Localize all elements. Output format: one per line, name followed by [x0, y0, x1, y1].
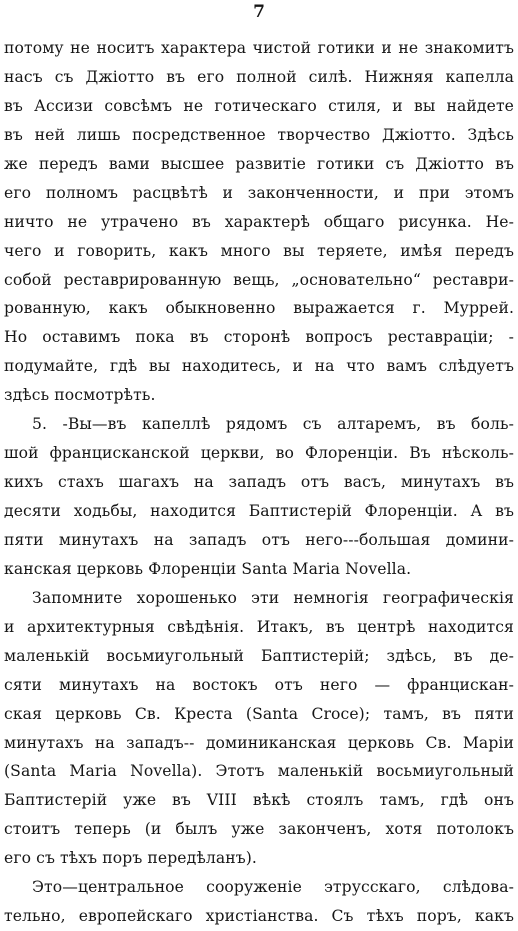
page-number: 7: [253, 2, 265, 22]
text-line: пяти минутахъ на западъ отъ него---большая домини-: [4, 530, 514, 549]
text-line: его полномъ расцвѣтѣ и законченности, и при этомъ: [4, 183, 514, 202]
text-line: сяти минутахъ на востокъ отъ него — францискан-: [4, 675, 514, 694]
text-line: ничто не утрачено въ характерѣ общаго рисунка. Не-: [4, 212, 514, 231]
text-line: Баптистерій уже въ VIII вѣкѣ стоялъ тамъ, гдѣ онъ: [4, 791, 514, 810]
text-line: минутахъ на западъ-- доминиканская церковь Св. Маріи: [4, 733, 514, 752]
text-line: же передъ вами высшее развитіе готики съ Джіотто въ: [4, 154, 514, 173]
text-line: въ Ассизи совсѣмъ не готическаго стиля, и вы найдете: [4, 96, 514, 115]
body-text: [4, 34, 514, 931]
text-line: Но оставимъ пока въ сторонѣ вопросъ реставраціи; -: [4, 328, 514, 347]
text-line: подумайте, гдѣ вы находитесь, и на что вамъ слѣдуетъ: [4, 357, 514, 376]
text-line: кихъ стахъ шагахъ на западъ отъ васъ, минутахъ въ: [4, 473, 514, 492]
text-line: маленькій восьмиугольный Баптистерій; здѣсь, въ де-: [4, 646, 514, 665]
text-line: 5. -Вы—въ капеллѣ рядомъ съ алтаремъ, въ боль-: [32, 415, 514, 434]
text-line: шой францисканской церкви, во Флоренціи. Въ нѣсколь-: [4, 444, 514, 463]
text-line: чего и говорить, какъ много вы теряете, имѣя передъ: [4, 241, 514, 260]
text-line: тельно, европейскаго христіанства. Съ тѣхъ поръ, какъ: [4, 907, 514, 926]
text-line: насъ съ Джіотто въ его полной силѣ. Нижняя капелла: [4, 67, 514, 86]
text-line: и архитектурныя свѣдѣнія. Итакъ, въ центрѣ находится: [4, 617, 514, 636]
text-line: канская церковь Флоренціи Santa Maria Novella.: [4, 559, 412, 578]
text-line: здѣсь посмотрѣть.: [4, 386, 156, 405]
text-line: десяти ходьбы, находится Баптистерій Флоренціи. А въ: [4, 502, 514, 520]
text-line: потому не носитъ характера чистой готики и не знакомитъ: [4, 39, 514, 57]
text-line: рованную, какъ обыкновенно выражается г. Муррей.: [4, 299, 514, 318]
text-line: ская церковь Св. Креста (Santa Croce); тамъ, въ пяти: [4, 704, 514, 723]
text-line: Запомните хорошенько эти немногія географическія: [32, 588, 514, 607]
text-line: собой реставрированную вещь, „основательно“ реставри-: [4, 270, 514, 289]
text-line: его съ тѣхъ поръ передѣланъ).: [4, 849, 257, 868]
text-line: (Santa Maria Novella). Этотъ маленькій восьмиугольный: [4, 762, 514, 781]
text-line: въ ней лишь посредственное творчество Джіотто. Здѣсь: [4, 125, 514, 144]
text-line: Это—центральное сооруженіе этрусскаго, слѣдова-: [32, 878, 514, 897]
text-line: стоитъ теперь (и былъ уже законченъ, хотя потолокъ: [4, 820, 514, 839]
